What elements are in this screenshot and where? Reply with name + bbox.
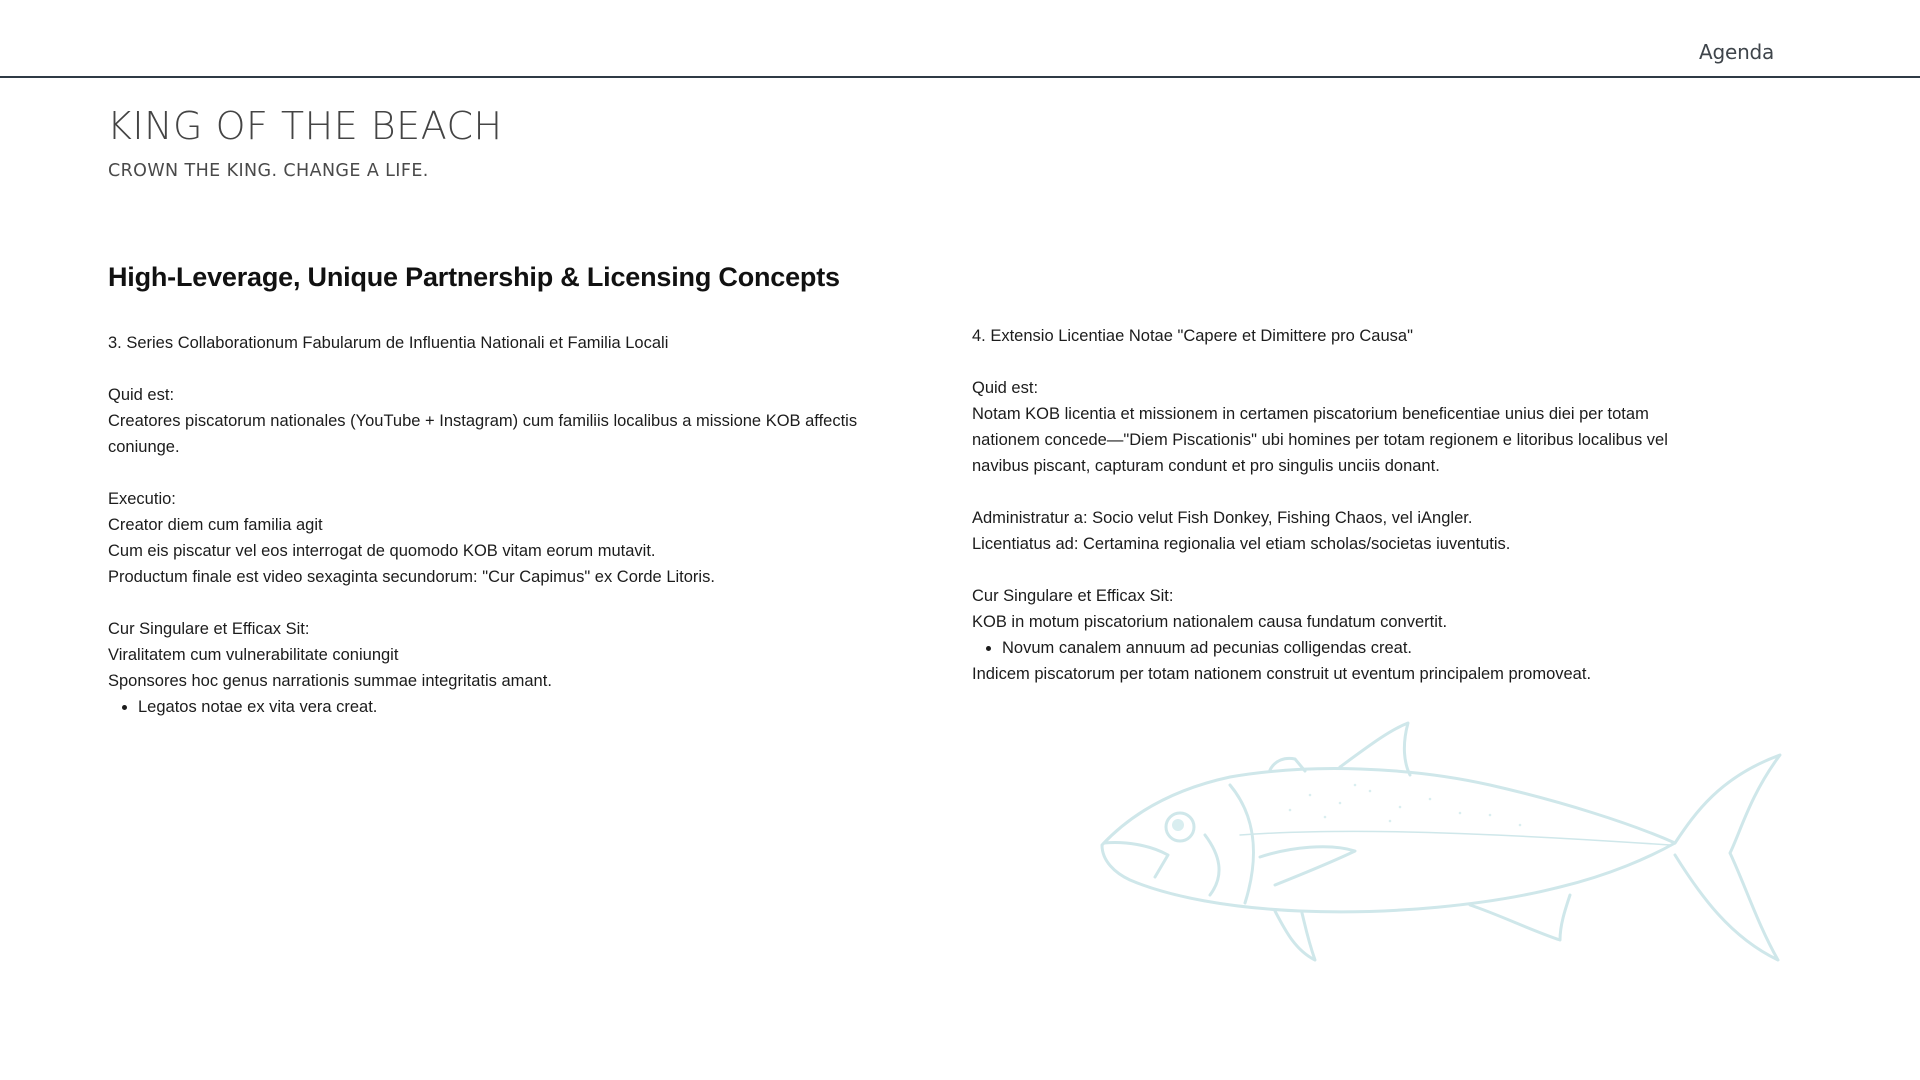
why-line: Sponsores hoc genus narrationis summae integritatis amant. (108, 672, 552, 690)
header-divider (0, 76, 1920, 78)
concept-3-column (108, 330, 868, 720)
nav-agenda-link[interactable]: Agenda (1699, 40, 1775, 64)
spacer (972, 479, 1712, 505)
execution-line: Productum finale est video sexaginta secundorum: "Cur Capimus" ex Corde Litoris. (108, 568, 715, 586)
spacer (108, 590, 868, 616)
what-label: Quid est: (972, 379, 1039, 397)
what-text: Notam KOB licentia et missionem in certamen piscatorium beneficentiae unius diei per totam nationem concede—"Diem Piscationis" ubi homines per totam regionem e litoribus localibus vel navibus piscant, capturam condunt et pro singulis unciis donant. (972, 405, 1668, 475)
concept-title: 3. Series Collaborationum Fabularum de Influentia Nationali et Familia Locali (108, 334, 669, 352)
spacer (972, 349, 1712, 375)
fish-gill-inner (1205, 835, 1219, 895)
why-line: KOB in motum piscatorium nationalem causa fundatum convertit. (972, 613, 1448, 631)
why-label: Cur Singulare et Efficax Sit: (108, 620, 310, 638)
fish-speckles (1289, 784, 1522, 827)
section-heading: High-Leverage, Unique Partnership & Licensing Concepts (108, 262, 840, 292)
fish-pectoral-fin (1260, 847, 1355, 885)
concept-4-column (972, 323, 1712, 687)
spacer (108, 356, 868, 382)
licensed-line: Licentiatus ad: Certamina regionalia vel etiam scholas/societas iuventutis. (972, 535, 1511, 553)
brand-tagline: CROWN THE KING. CHANGE A LIFE. (108, 161, 429, 181)
why-line: Indicem piscatorum per totam nationem construit ut eventum principalem promoveat. (972, 665, 1592, 683)
why-bullet-list (972, 635, 1712, 661)
spacer (972, 557, 1712, 583)
fish-mouth (1104, 843, 1168, 878)
execution-line: Creator diem cum familia agit (108, 516, 323, 534)
fish-pelvic-fin (1275, 911, 1315, 960)
top-navigation-bar (0, 0, 1920, 77)
execution-label: Executio: (108, 490, 176, 508)
fish-watermark-icon (1090, 715, 1820, 975)
concept-title: 4. Extensio Licentiae Notae "Capere et Dimittere pro Causa" (972, 327, 1413, 345)
what-label: Quid est: (108, 386, 175, 404)
admin-line: Administratur a: Socio velut Fish Donkey, Fishing Chaos, vel iAngler. (972, 509, 1473, 527)
why-bullet-list (108, 694, 868, 720)
what-text: Creatores piscatorum nationales (YouTube + Instagram) cum familiis localibus a missione KOB affectis coniunge. (108, 412, 858, 456)
why-label: Cur Singulare et Efficax Sit: (972, 587, 1174, 605)
brand-title: KING OF THE BEACH (107, 104, 503, 148)
why-bullet: • Novum canalem annuum ad pecunias colligendas creat. (1002, 635, 1712, 661)
fish-tail (1675, 755, 1780, 960)
spacer (108, 460, 868, 486)
fish-dorsal-fin (1340, 723, 1410, 775)
why-line: Viralitatem cum vulnerabilitate coniungit (108, 646, 399, 664)
why-bullet: • Legatos notae ex vita vera creat. (138, 694, 868, 720)
fish-gill (1230, 785, 1253, 903)
execution-line: Cum eis piscatur vel eos interrogat de quomodo KOB vitam eorum mutavit. (108, 542, 656, 560)
